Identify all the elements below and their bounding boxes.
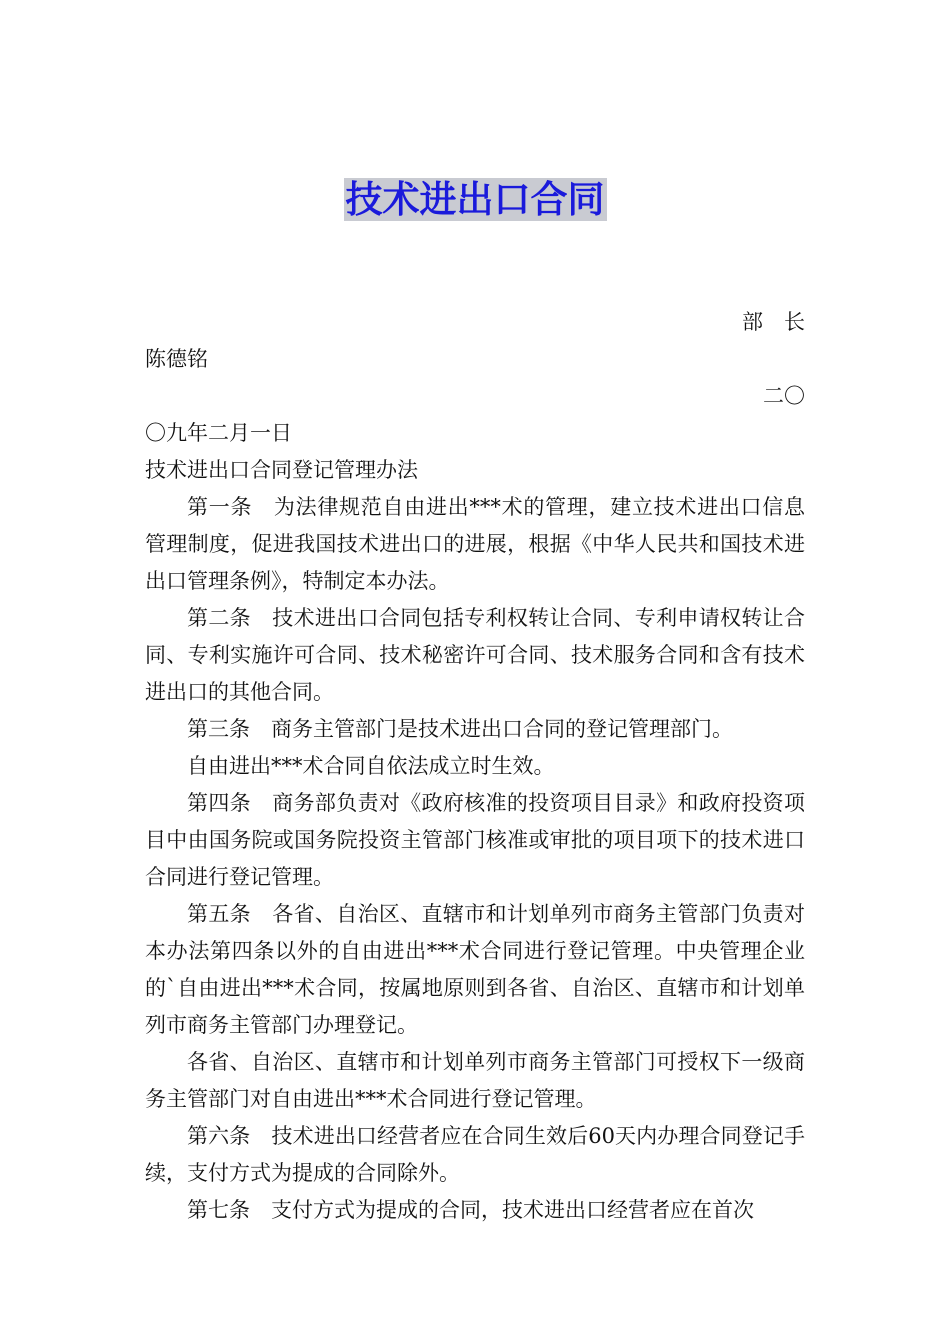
article-6: 第六条 技术进出口经营者应在合同生效后60天内办理合同登记手续，支付方式为提成的合同除外。 xyxy=(145,1124,805,1185)
article-5-clause-2: 各省、自治区、直辖市和计划单列市商务主管部门可授权下一级商务主管部门对自由进出***术合同进行登记管理。 xyxy=(145,1050,805,1111)
article-2: 第二条 技术进出口合同包括专利权转让合同、专利申请权转让合同、专利实施许可合同、技术秘密许可合同、技术服务合同和含有技术进出口的其他合同。 xyxy=(145,606,805,704)
signature-name: 陈德铭 xyxy=(145,347,208,371)
document-body xyxy=(145,304,805,1229)
article-1: 第一条 为法律规范自由进出***术的管理，建立技术进出口信息管理制度，促进我国技术进出口的进展，根据《中华人民共和国技术进出口管理条例》，特制定本办法。 xyxy=(145,495,805,593)
article-5: 第五条 各省、自治区、直辖市和计划单列市商务主管部门负责对本办法第四条以外的自由进出***术合同进行登记管理。中央管理企业的`自由进出***术合同，按属地原则到各省、自治区、直辖市和计划单列市商务主管部门办理登记。 xyxy=(145,902,805,1037)
article-3-clause-2: 自由进出***术合同自依法成立时生效。 xyxy=(187,754,555,778)
signature-date-part1: 二〇 xyxy=(763,384,805,408)
document-title xyxy=(0,176,950,224)
regulation-title: 技术进出口合同登记管理办法 xyxy=(145,458,418,482)
article-3: 第三条 商务主管部门是技术进出口合同的登记管理部门。 xyxy=(187,717,733,741)
article-7: 第七条 支付方式为提成的合同，技术进出口经营者应在首次 xyxy=(187,1198,754,1222)
signature-date-part2: 〇九年二月一日 xyxy=(145,421,292,445)
document-title-text: 技术进出口合同 xyxy=(345,178,605,221)
article-4: 第四条 商务部负责对《政府核准的投资项目目录》和政府投资项目中由国务院或国务院投资主管部门核准或审批的项目项下的技术进口合同进行登记管理。 xyxy=(145,791,805,889)
signature-position: 部 长 xyxy=(742,310,805,334)
